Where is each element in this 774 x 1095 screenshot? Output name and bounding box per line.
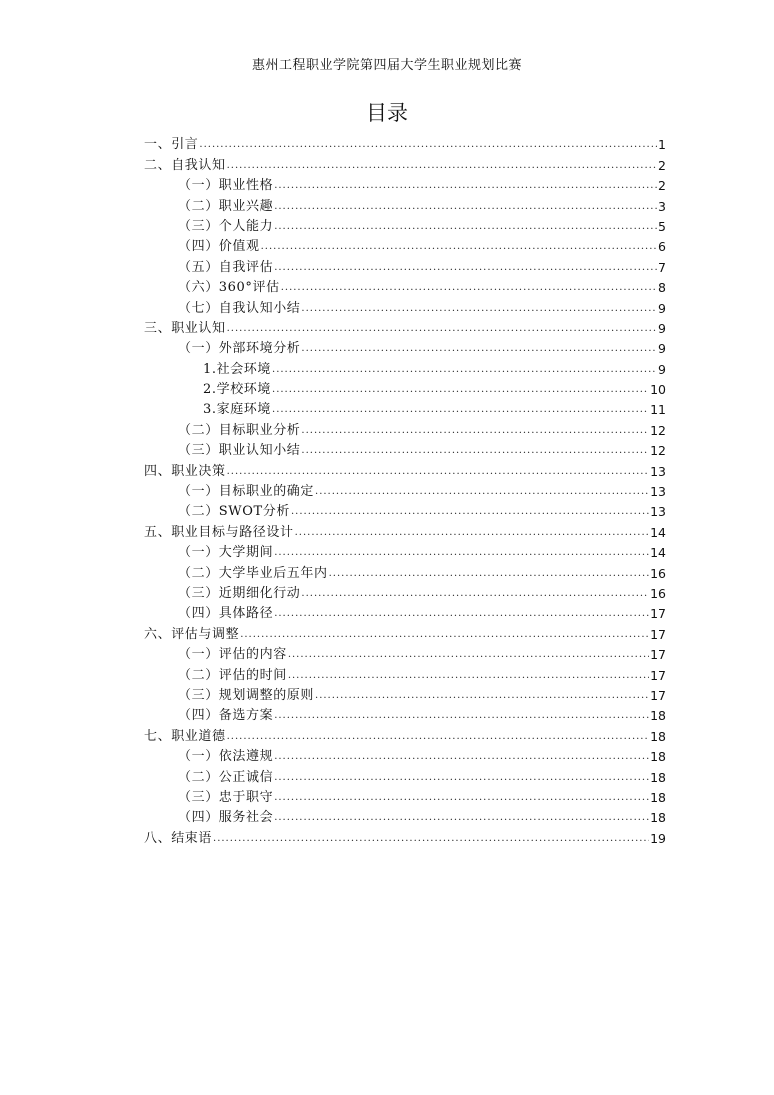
toc-dot-leader <box>272 403 649 416</box>
toc-page-number: 1 <box>658 137 666 153</box>
toc-dot-leader <box>227 159 657 172</box>
toc-dot-leader <box>315 689 649 702</box>
toc-entry-title: （三）忠于职守 <box>178 789 274 805</box>
toc-page-number: 18 <box>650 728 666 744</box>
toc-entry[interactable] <box>144 194 666 214</box>
toc-entry[interactable] <box>144 459 666 479</box>
toc-page-number: 17 <box>650 667 666 683</box>
toc-entry[interactable] <box>144 582 666 602</box>
toc-dot-leader <box>295 526 649 539</box>
toc-dot-leader <box>272 363 657 376</box>
toc-entry-title: （一）评估的内容 <box>178 647 287 663</box>
toc-page-number: 14 <box>650 524 666 540</box>
toc-entry[interactable] <box>144 215 666 235</box>
toc-dot-leader <box>301 444 649 457</box>
toc-entry[interactable] <box>144 337 666 357</box>
toc-entry[interactable] <box>144 357 666 377</box>
toc-dot-leader <box>315 485 649 498</box>
toc-entry[interactable] <box>144 133 666 153</box>
toc-entry[interactable] <box>144 561 666 581</box>
toc-page-number: 13 <box>650 504 666 520</box>
toc-entry[interactable] <box>144 378 666 398</box>
toc-entry[interactable] <box>144 480 666 500</box>
toc-page-number: 10 <box>650 382 666 398</box>
toc-entry-title: 八、结束语 <box>144 830 213 846</box>
toc-entry-title: （一）职业性格 <box>178 178 274 194</box>
toc-entry-title: （三）规划调整的原则 <box>178 687 315 703</box>
toc-dot-leader <box>288 648 649 661</box>
toc-entry-title: （一）外部环境分析 <box>178 341 301 357</box>
toc-dot-leader <box>281 281 657 294</box>
toc-dot-leader <box>227 322 657 335</box>
toc-entry-title: 2.学校环境 <box>203 382 272 398</box>
toc-dot-leader <box>274 546 649 559</box>
toc-entry-title: （一）大学期间 <box>178 545 274 561</box>
toc-dot-leader <box>274 811 649 824</box>
toc-page-number: 5 <box>658 218 666 234</box>
toc-page-number: 14 <box>650 545 666 561</box>
toc-page-number: 16 <box>650 585 666 601</box>
toc-entry[interactable] <box>144 786 666 806</box>
toc-page-number: 18 <box>650 708 666 724</box>
toc-entry-title: 六、评估与调整 <box>144 626 240 642</box>
toc-entry-title: （三）个人能力 <box>178 218 274 234</box>
toc-page-number: 3 <box>658 198 666 214</box>
toc-page-number: 7 <box>658 259 666 275</box>
toc-page-number: 2 <box>658 157 666 173</box>
toc-entry-title: （二）公正诚信 <box>178 769 274 785</box>
toc-entry[interactable] <box>144 398 666 418</box>
toc-page-number: 11 <box>650 402 666 418</box>
toc-entry-title: 四、职业决策 <box>144 463 226 479</box>
toc-entry[interactable] <box>144 806 666 826</box>
toc-entry[interactable] <box>144 724 666 744</box>
toc-page-number: 18 <box>650 789 666 805</box>
toc-entry[interactable] <box>144 296 666 316</box>
toc-page-number: 9 <box>658 300 666 316</box>
toc-entry-title: 3.家庭环境 <box>203 402 272 418</box>
toc-entry-title: 七、职业道德 <box>144 728 226 744</box>
toc-entry[interactable] <box>144 317 666 337</box>
toc-dot-leader <box>274 261 657 274</box>
toc-entry-title: （六）360°评估 <box>178 280 280 296</box>
toc-dot-leader <box>272 383 649 396</box>
toc-page-number: 17 <box>650 626 666 642</box>
toc-dot-leader <box>301 342 657 355</box>
toc-dot-leader <box>274 200 657 213</box>
toc-entry[interactable] <box>144 439 666 459</box>
toc-dot-leader <box>274 771 649 784</box>
toc-entry-title: （二）评估的时间 <box>178 667 287 683</box>
toc-entry-title: （三）近期细化行动 <box>178 585 301 601</box>
toc-entry-title: 二、自我认知 <box>144 157 226 173</box>
toc-entry[interactable] <box>144 255 666 275</box>
toc-entry[interactable] <box>144 418 666 438</box>
toc-entry[interactable] <box>144 765 666 785</box>
toc-dot-leader <box>240 628 649 641</box>
toc-page-number: 9 <box>658 361 666 377</box>
toc-entry-title: （二）SWOT分析 <box>178 504 290 520</box>
toc-entry[interactable] <box>144 622 666 642</box>
toc-dot-leader <box>301 587 649 600</box>
toc-page-number: 17 <box>650 606 666 622</box>
toc-dot-leader <box>274 179 657 192</box>
toc-page-number: 13 <box>650 484 666 500</box>
toc-entry[interactable] <box>144 663 666 683</box>
toc-dot-leader <box>261 240 657 253</box>
toc-entry[interactable] <box>144 602 666 622</box>
toc-entry-title: （二）职业兴趣 <box>178 198 274 214</box>
toc-dot-leader <box>291 505 649 518</box>
toc-page-number: 8 <box>658 280 666 296</box>
toc-dot-leader <box>301 302 657 315</box>
toc-entry-title: 三、职业认知 <box>144 320 226 336</box>
toc-dot-leader <box>199 138 657 151</box>
toc-title: 目录 <box>366 101 408 125</box>
toc-entry-title: （二）目标职业分析 <box>178 422 301 438</box>
running-header: 惠州工程职业学院第四届大学生职业规划比赛 <box>251 58 522 73</box>
toc-entry-title: （四）价值观 <box>178 239 260 255</box>
toc-entry-title: 一、引言 <box>144 137 199 153</box>
toc-page-number: 12 <box>650 422 666 438</box>
toc-page-number: 16 <box>650 565 666 581</box>
toc-entry[interactable] <box>144 643 666 663</box>
toc-dot-leader <box>329 567 649 580</box>
toc-entry[interactable] <box>144 541 666 561</box>
toc-entry[interactable] <box>144 174 666 194</box>
toc-page-number: 18 <box>650 810 666 826</box>
toc-dot-leader <box>227 730 649 743</box>
toc-page-number: 9 <box>658 341 666 357</box>
toc-dot-leader <box>274 220 657 233</box>
toc-entry-title: （七）自我认知小结 <box>178 300 301 316</box>
toc-page-number: 18 <box>650 769 666 785</box>
toc-entry-title: （四）具体路径 <box>178 606 274 622</box>
toc-entry[interactable] <box>144 684 666 704</box>
toc-entry-title: 五、职业目标与路径设计 <box>144 524 294 540</box>
toc-page-number: 17 <box>650 687 666 703</box>
toc-page-number: 19 <box>650 830 666 846</box>
toc-entry[interactable] <box>144 826 666 846</box>
toc-dot-leader <box>274 791 649 804</box>
toc-entry-title: （一）依法遵规 <box>178 749 274 765</box>
toc-entry-title: （三）职业认知小结 <box>178 443 301 459</box>
toc-dot-leader <box>274 607 649 620</box>
toc-entry[interactable] <box>144 500 666 520</box>
toc-entry[interactable] <box>144 153 666 173</box>
toc-page-number: 12 <box>650 443 666 459</box>
toc-entry-title: （二）大学毕业后五年内 <box>178 565 328 581</box>
toc-dot-leader <box>227 465 649 478</box>
toc-entry-title: （四）服务社会 <box>178 810 274 826</box>
toc-dot-leader <box>213 832 649 845</box>
toc-page-number: 18 <box>650 749 666 765</box>
toc-dot-leader <box>288 669 649 682</box>
toc-entry[interactable] <box>144 235 666 255</box>
toc-entry[interactable] <box>144 745 666 765</box>
toc-page-number: 13 <box>650 463 666 479</box>
toc-page-number: 2 <box>658 178 666 194</box>
toc-dot-leader <box>301 424 649 437</box>
toc-entry-title: 1.社会环境 <box>203 361 272 377</box>
toc-page-number: 17 <box>650 647 666 663</box>
toc-dot-leader <box>274 709 649 722</box>
toc-entry-title: （四）备选方案 <box>178 708 274 724</box>
toc-entry-title: （五）自我评估 <box>178 259 274 275</box>
toc-entry[interactable] <box>144 276 666 296</box>
toc-entry-title: （一）目标职业的确定 <box>178 484 315 500</box>
toc-dot-leader <box>274 750 649 763</box>
toc-page-number: 6 <box>658 239 666 255</box>
table-of-contents <box>144 133 666 847</box>
toc-page-number: 9 <box>658 320 666 336</box>
toc-entry[interactable] <box>144 704 666 724</box>
toc-entry[interactable] <box>144 520 666 540</box>
